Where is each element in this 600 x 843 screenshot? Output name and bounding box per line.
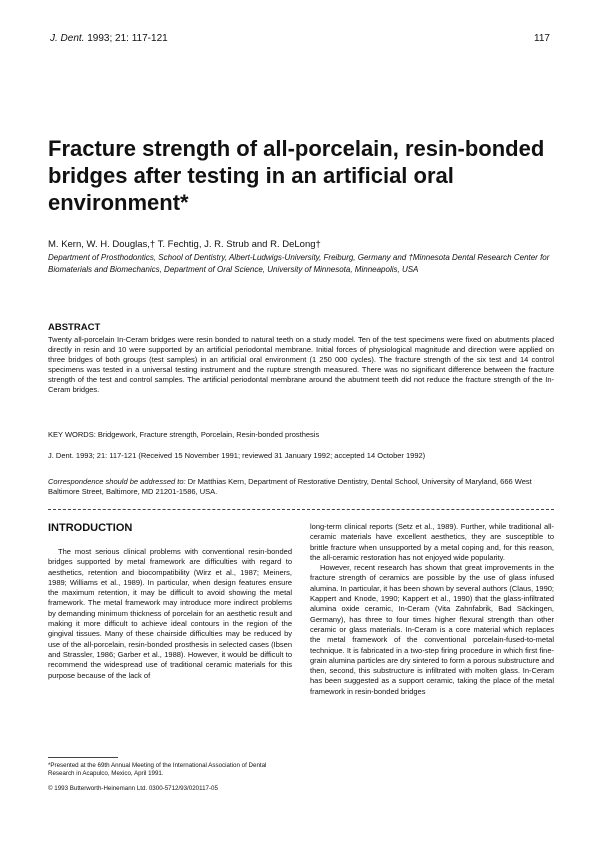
body-column-right bbox=[310, 522, 554, 697]
author-list: M. Kern, W. H. Douglas,† T. Fechtig, J. R. Strub and R. DeLong† bbox=[48, 239, 321, 250]
journal-volume: 1993; 21: 117-121 bbox=[87, 33, 168, 44]
copyright-notice: © 1993 Butterworth-Heinemann Ltd. 0300-5712/93/020117-05 bbox=[48, 785, 218, 792]
intro-paragraph-continued: long-term clinical reports (Setz et al., 1989). Further, while traditional all-ceramic materials have excellent aesthetics, they are susceptible to brittle fracture when unsupported by a metal coping and, for this reason, the all-ceramic restoration has not enjoyed wide popularity. bbox=[310, 522, 554, 562]
correspondence-label: Correspondence should be addressed to: bbox=[48, 477, 186, 486]
citation-dates: J. Dent. 1993; 21: 117-121 (Received 15 November 1991; reviewed 31 January 1992; accepted 14 October 1992) bbox=[48, 451, 426, 460]
introduction-heading: INTRODUCTION bbox=[48, 522, 133, 534]
footnote: *Presented at the 69th Annual Meeting of the International Association of Dental Research in Acapulco, Mexico, April 1991. bbox=[48, 762, 267, 777]
intro-paragraph-1: The most serious clinical problems with conventional resin-bonded bridges supported by metal framework are difficulties with regard to aesthetics, retention and biocompatibility (Wirz et al., 1987; Meiners, 1989; Williams et al., 1989). In particular, when design features ensure the maximum retention, it may be difficult to avoid showing the metal framework. The metal framework may introduce more indirect problems by demanding minimum thickness of porcelain for an aesthetic result and making it more difficult to achieve ideal contours in the region of the gingival tissues. Many of these chairside difficulties may be reduced by use of the all-porcelain, resin-bonded prosthesis in selected cases (Ibsen and Strassler, 1986; Garber et al., 1988). However, it would be difficult to recommend the widespread use of traditional ceramic materials for this purpose because of the lack of bbox=[48, 547, 292, 680]
journal-name: J. Dent. bbox=[50, 33, 85, 44]
footnote-divider bbox=[48, 757, 118, 758]
author-affiliation: Department of Prosthodontics, School of Dentistry, Albert-Ludwigs-University, Freiburg, Germany and †Minnesota Dental Research Center for Biomaterials and Biomechanics, Department of Oral Science, University of Minnesota, Minneapolis, USA bbox=[48, 253, 550, 274]
intro-paragraph-2: However, recent research has shown that great improvements in the fracture strength of ceramics are possible by the use of glass infused alumina. In particular, it has been shown by several authors (Claus, 1990; Kappert and Knode, 1990; Kappert et al., 1990) that the glass-infiltrated alumina oxide ceramic, In-Ceram (Vita Zahnfabrik, Bad Säckingen, Germany), has three to four times higher flexural strength than other ceramic or glass materials. In-Ceram is a core material which replaces the metal framework of the conventional porcelain-fused-to-metal technique. It is fabricated in a two-step firing procedure in which first fine-grain alumina particles are dry sintered to form a porous substructure and then, second, this substructure is infiltrated with molten glass. In-Ceram has been suggested as a support ceramic, taking the place of the metal framework in resin-bonded bridges bbox=[310, 563, 554, 696]
correspondence-address: Dr Matthias Kern, Department of Restorative Dentistry, Dental School, University of Maryland, 666 West Baltimore Street, Baltimore, MD 21201-1586, USA. bbox=[48, 477, 532, 496]
article-title: Fracture strength of all-porcelain, resin-bonded bridges after testing in an artificial oral environment* bbox=[48, 136, 545, 215]
page-number: 117 bbox=[534, 33, 550, 44]
abstract-text: Twenty all-porcelain In-Ceram bridges were resin bonded to natural teeth on a study model. Ten of the test specimens were fixed on abutments placed directly in resin and 10 were supported by an artificial periodontal membrane. Initial forces of physiological magnitude and direction were applied on three bridges of both groups (test samples) in an artificial oral environment (1 250 000 cycles). The fracture strength of the six test and 14 control specimens was tested in a universal testing instrument and the rupture strength measured. There was no significant difference between the fracture strength of the test and control samples. The artificial periodontal membrane around the abutment teeth did not reduce the fracture strength of the In-Ceram bridges. bbox=[48, 335, 554, 394]
section-divider bbox=[48, 509, 554, 510]
correspondence bbox=[48, 477, 554, 497]
abstract-heading: ABSTRACT bbox=[48, 322, 101, 333]
body-column-left bbox=[48, 547, 292, 681]
keywords: KEY WORDS: Bridgework, Fracture strength, Porcelain, Resin-bonded prosthesis bbox=[48, 430, 320, 439]
journal-reference bbox=[50, 33, 168, 44]
